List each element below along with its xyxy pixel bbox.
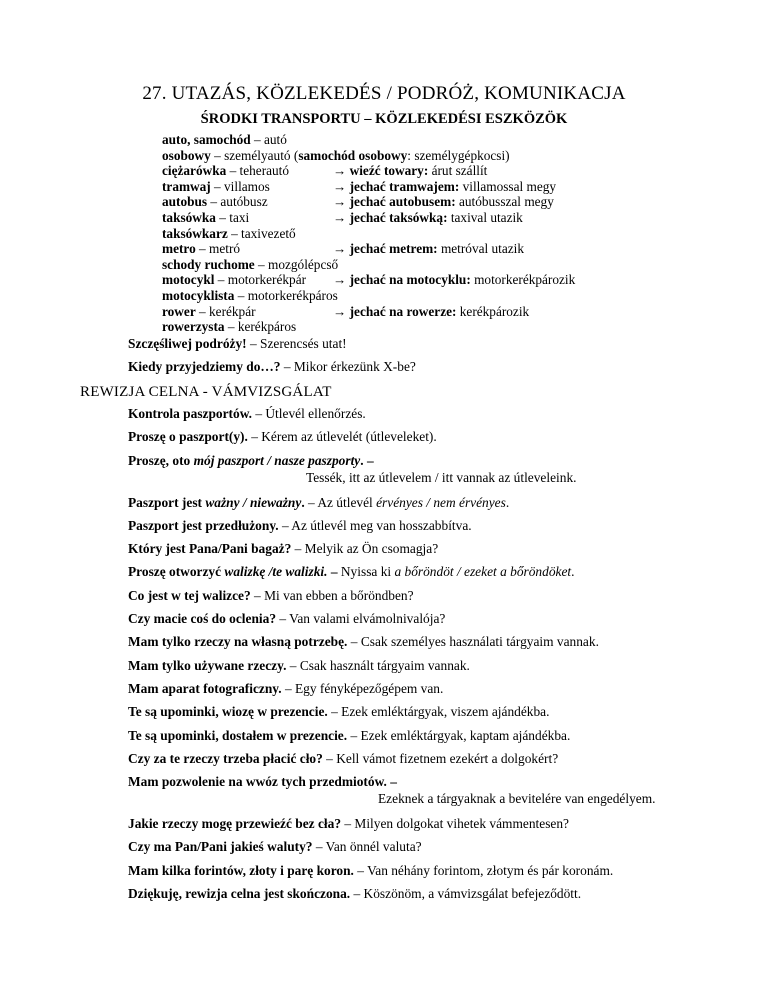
phrase-line: Proszę o paszport(y). – Kérem az útlevelét (útleveleket). [128, 429, 437, 445]
section-subtitle: ŚRODKI TRANSPORTU – KÖZLEKEDÉSI ESZKÖZÖK [200, 111, 568, 127]
phrase-line: Kiedy przyjedziemy do…? – Mikor érkezünk X-be? [128, 359, 416, 374]
section-heading: REWIZJA CELNA - VÁMVIZSGÁLAT [80, 384, 332, 400]
vocab-row: autobus – autóbusz → jechać autobusem: autóbusszal megy [162, 194, 554, 210]
phrase-line: Te są upominki, dostałem w prezencie. – Ezek emléktárgyak, kaptam ajándékba. [128, 727, 571, 743]
phrase-line: Paszport jest przedłużony. – Az útlevél meg van hosszabbítva. [128, 517, 472, 533]
vocab-row: taksówkarz – taxivezető [162, 225, 296, 241]
vocab-row: metro – metró → jechać metrem: metróval utazik [162, 241, 525, 257]
phrase-line: Czy ma Pan/Pani jakieś waluty? – Van önnél valuta? [128, 839, 422, 855]
vocab-row: motocyklista – motorkerékpáros [162, 287, 338, 303]
vocab-row: tramwaj – villamos → jechać tramwajem: villamossal megy [162, 178, 557, 194]
phrase-line: Proszę, oto mój paszport / nasze paszporty. – Tessék, itt az útlevelem / itt vannak az útleveleink. [128, 452, 577, 485]
phrase-line: Czy macie coś do oclenia? – Van valami elvámolnivalója? [128, 611, 446, 627]
vocab-row: ciężarówka – teherautó → wieźć towary: árut szállít [162, 163, 488, 179]
vocab-row: rower – kerékpár → jechać na rowerze: kerékpározik [162, 303, 530, 319]
vocab-row: taksówka – taxi → jechać taksówką: taxival utazik [162, 209, 523, 225]
phrase-line: Czy za te rzeczy trzeba płacić cło? – Kell vámot fizetnem ezekért a dolgokért? [128, 750, 559, 766]
phrase-line: Mam tylko używane rzeczy. – Csak használt tárgyaim vannak. [128, 657, 470, 673]
phrase-line: Co jest w tej walizce? – Mi van ebben a bőröndben? [128, 587, 414, 603]
phrase-line: Dziękuję, rewizja celna jest skończona. – Köszönöm, a vámvizsgálat befejeződött. [128, 886, 582, 902]
page-title: 27. UTAZÁS, KÖZLEKEDÉS / PODRÓŻ, KOMUNIKACJA [142, 83, 626, 104]
phrase-line: Proszę otworzyć walizkę /te walizki. – Nyissa ki a bőröndöt / ezeket a bőröndöket. [128, 564, 575, 580]
phrase-line: Jakie rzeczy mogę przewieźć bez cła? – Milyen dolgokat vihetek vámmentesen? [128, 816, 569, 832]
phrase-line: Te są upominki, wiozę w prezencie. – Ezek emléktárgyak, viszem ajándékba. [128, 704, 550, 720]
phrase-line: Mam kilka forintów, złoty i parę koron. – Van néhány forintom, złotym és pár koronám. [128, 862, 614, 878]
vocabulary-list [162, 132, 762, 335]
vocab-row: schody ruchome – mozgólépcső [162, 256, 339, 272]
vocab-row: motocykl – motorkerékpár → jechać na motocyklu: motorkerékpározik [162, 272, 576, 288]
phrase-line: Szczęśliwej podróży! – Szerencsés utat! [128, 336, 347, 351]
phrase-line: Paszport jest ważny / nieważny. – Az útlevél érvényes / nem érvényes. [128, 494, 510, 510]
vocab-row: osobowy – személyautó (samochód osobowy: személygépkocsi) [162, 147, 510, 163]
phrase-list [128, 405, 748, 908]
phrase-line: Mam tylko rzeczy na własną potrzebę. – Csak személyes használati tárgyaim vannak. [128, 634, 599, 650]
phrase-line: Mam pozwolenie na wwóz tych przedmiotów. – Ezeknek a tárgyaknak a bevitelére van engedélyem. [128, 774, 656, 807]
phrase-line: Mam aparat fotograficzny. – Egy fényképezőgépem van. [128, 680, 444, 696]
phrase-line: Kontrola paszportów. – Útlevél ellenőrzés. [128, 406, 366, 421]
phrase-line: Który jest Pana/Pani bagaż? – Melyik az Ön csomagja? [128, 541, 439, 557]
vocab-row: auto, samochód – autó [162, 132, 287, 147]
vocab-row: rowerzysta – kerékpáros [162, 319, 297, 335]
